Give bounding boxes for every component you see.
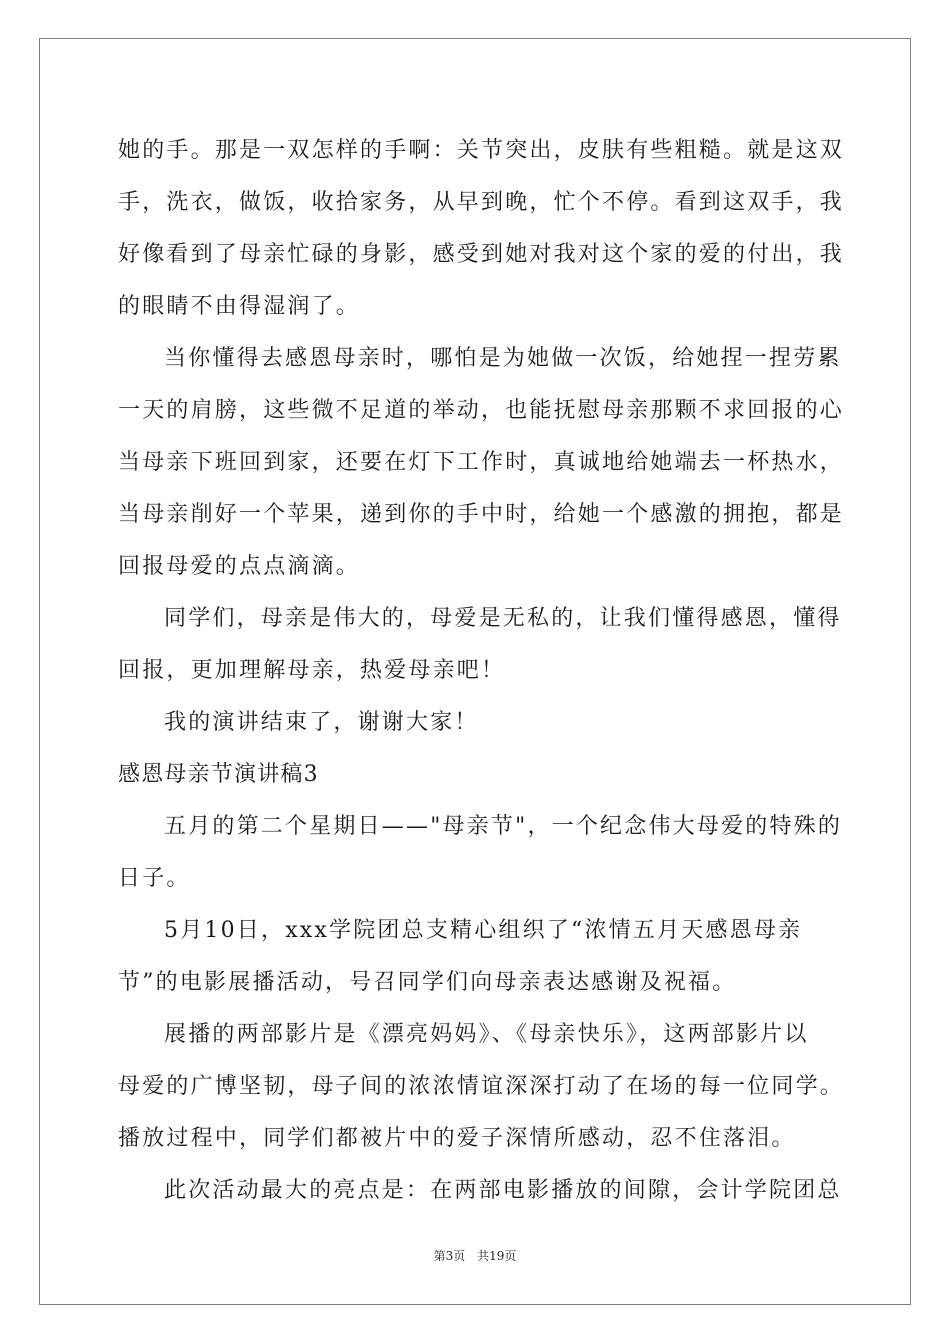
text-line: 日子。 <box>118 866 191 891</box>
page-total: 共19页 <box>477 1249 517 1263</box>
text-line: 我的演讲结束了，谢谢大家！ <box>164 710 479 735</box>
text-line: 此次活动最大的亮点是：在两部电影播放的间隙，会计学院团总 <box>164 1178 842 1203</box>
text-line: 播放过程中，同学们都被片中的爱子深情所感动，忍不住落泪。 <box>118 1126 796 1151</box>
text-line: 她的手。那是一双怎样的手啊：关节突出，皮肤有些粗糙。就是这双 <box>118 138 845 163</box>
text-line: 一天的肩膀，这些微不足道的举动，也能抚慰母亲那颗不求回报的心 <box>118 398 845 423</box>
text-line: 手，洗衣，做饭，收拾家务，从早到晚，忙个不停。看到这双手，我 <box>118 190 845 215</box>
text-line: 母爱的广博坚韧，母子间的浓浓情谊深深打动了在场的每一位同学。 <box>118 1074 845 1099</box>
page-number: 第3页 <box>433 1249 466 1263</box>
text-line: 5月10日，xxx学院团总支精心组织了“浓情五月天感恩母亲 <box>164 918 803 943</box>
text-line: 同学们，母亲是伟大的，母爱是无私的，让我们懂得感恩，懂得 <box>164 606 842 631</box>
page-footer <box>0 1247 950 1264</box>
text-line: 当母亲下班回到家，还要在灯下工作时，真诚地给她端去一杯热水， <box>118 450 845 475</box>
text-line: 回报，更加理解母亲，热爱母亲吧！ <box>118 658 506 683</box>
text-line: 回报母爱的点点滴滴。 <box>118 554 361 579</box>
text-line: 当你懂得去感恩母亲时，哪怕是为她做一次饭，给她捏一捏劳累 <box>164 346 842 371</box>
text-line: 当母亲削好一个苹果，递到你的手中时，给她一个感激的拥抱，都是 <box>118 502 845 527</box>
text-line: 的眼睛不由得湿润了。 <box>118 294 361 319</box>
document-body <box>118 125 845 1217</box>
section-heading: 感恩母亲节演讲稿3 <box>118 762 319 787</box>
text-line: 五月的第二个星期日——"母亲节"，一个纪念伟大母爱的特殊的 <box>164 814 843 839</box>
text-line: 展播的两部影片是《漂亮妈妈》、《母亲快乐》，这两部影片以 <box>164 1022 809 1047</box>
text-line: 节”的电影展播活动，号召同学们向母亲表达感谢及祝福。 <box>118 970 737 995</box>
text-line: 好像看到了母亲忙碌的身影，感受到她对我对这个家的爱的付出，我 <box>118 242 845 267</box>
